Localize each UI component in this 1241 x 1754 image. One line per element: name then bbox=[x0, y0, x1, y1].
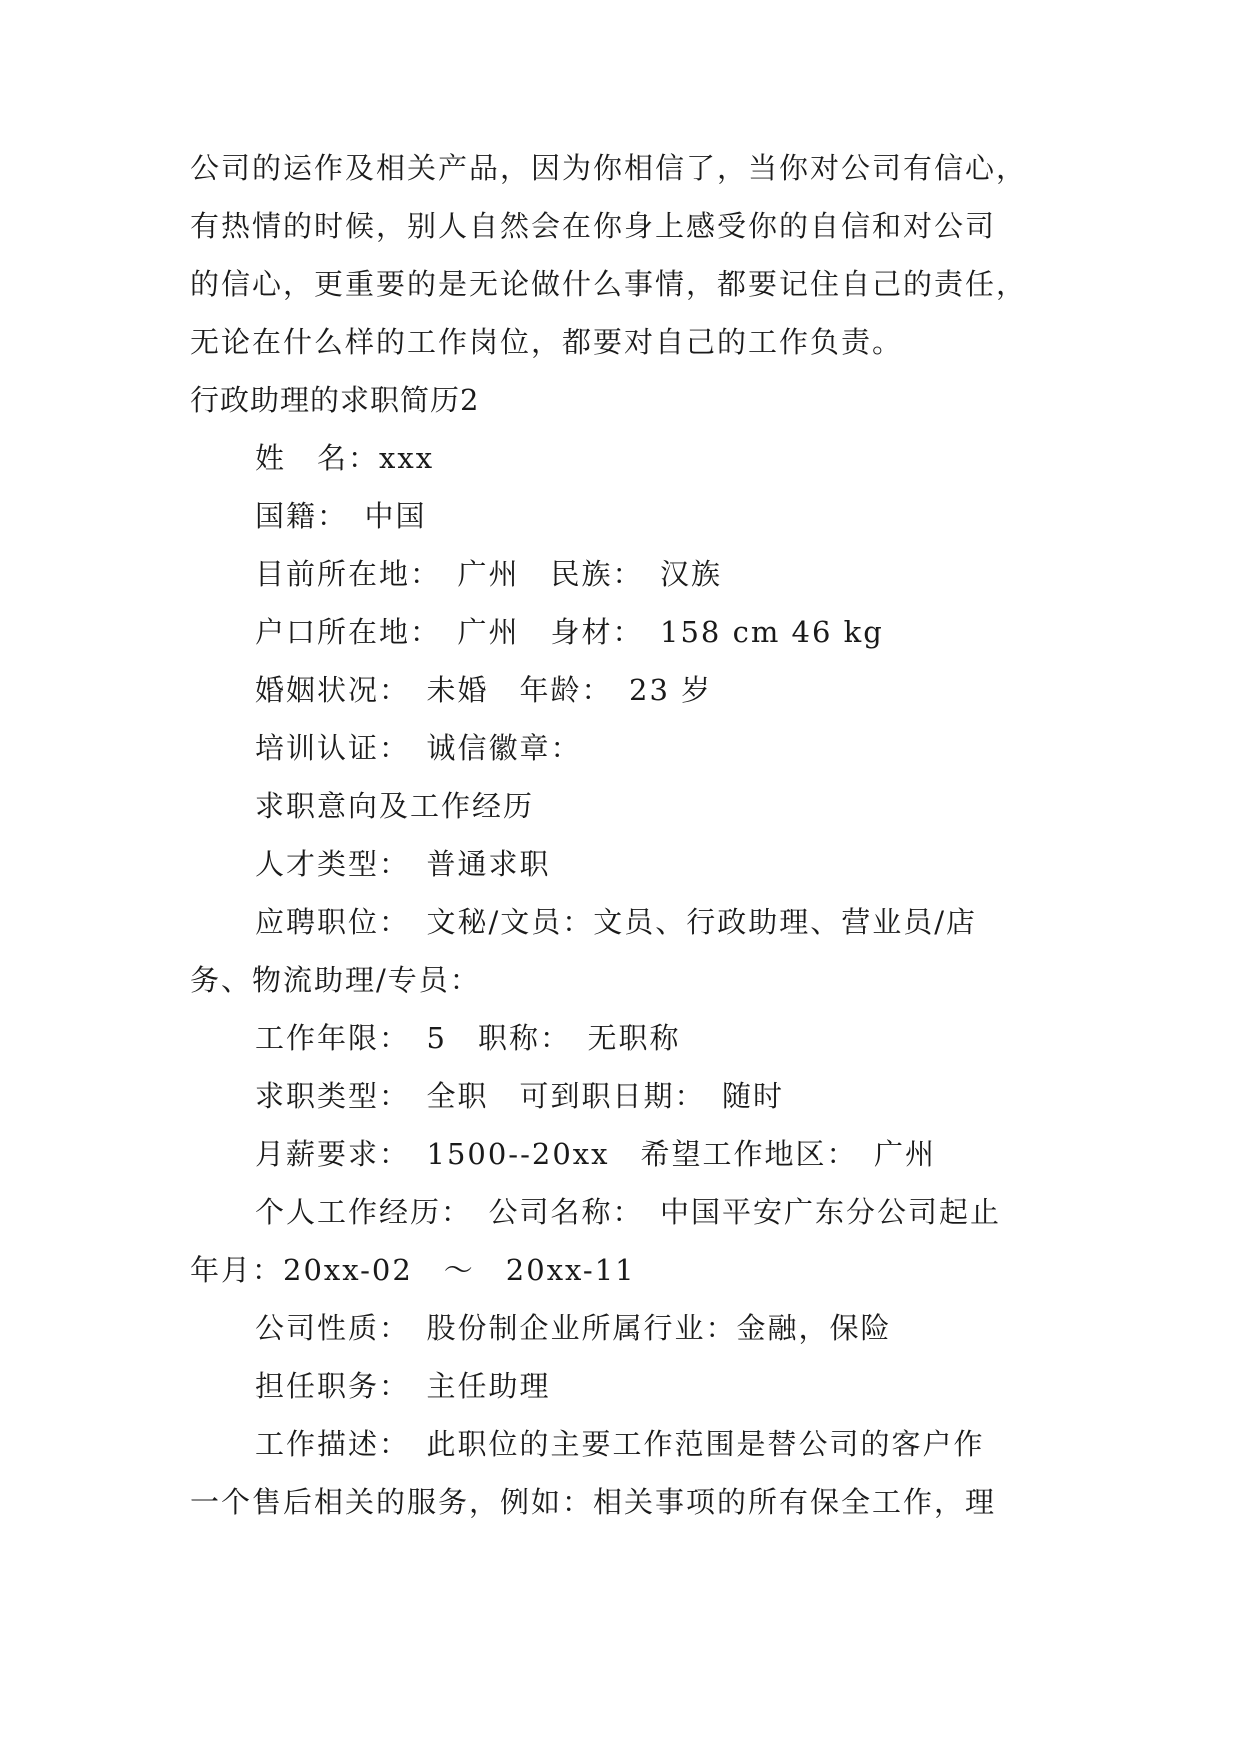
section-title: 行政助理的求职简历2 bbox=[190, 383, 480, 417]
field-experience: 个人工作经历： 公司名称： 中国平安广东分公司起止 bbox=[255, 1195, 1002, 1229]
paragraph-line: 的信心，更重要的是无论做什么事情，都要记住自己的责任， bbox=[190, 267, 1028, 301]
field-role: 担任职务： 主任助理 bbox=[255, 1369, 551, 1403]
field-experience-continued: 年月：20xx-02 ～ 20xx-11 bbox=[190, 1253, 636, 1287]
field-salary: 月薪要求： 1500--20xx 希望工作地区： 广州 bbox=[255, 1137, 937, 1171]
field-job-type: 求职类型： 全职 可到职日期： 随时 bbox=[255, 1079, 785, 1113]
field-description-continued: 一个售后相关的服务，例如：相关事项的所有保全工作，理 bbox=[190, 1485, 997, 1519]
field-talent-type: 人才类型： 普通求职 bbox=[255, 847, 551, 881]
field-location-ethnicity: 目前所在地： 广州 民族： 汉族 bbox=[255, 557, 723, 591]
field-company-nature: 公司性质： 股份制企业所属行业：金融，保险 bbox=[255, 1311, 892, 1345]
field-marital-age: 婚姻状况： 未婚 年龄： 23 岁 bbox=[255, 673, 713, 707]
field-nationality: 国籍： 中国 bbox=[255, 499, 427, 533]
field-name: 姓 名：xxx bbox=[255, 441, 435, 475]
paragraph-line: 公司的运作及相关产品，因为你相信了，当你对公司有信心， bbox=[190, 151, 1028, 185]
field-position-continued: 务、物流助理/专员： bbox=[190, 963, 481, 997]
field-hukou-physique: 户口所在地： 广州 身材： 158 cm 46 kg bbox=[255, 615, 884, 649]
paragraph-line: 有热情的时候，别人自然会在你身上感受你的自信和对公司 bbox=[190, 209, 997, 243]
paragraph-line: 无论在什么样的工作岗位，都要对自己的工作负责。 bbox=[190, 325, 904, 359]
field-work-years: 工作年限： 5 职称： 无职称 bbox=[255, 1021, 681, 1055]
field-position: 应聘职位： 文秘/文员：文员、行政助理、营业员/店 bbox=[255, 905, 978, 939]
field-description: 工作描述： 此职位的主要工作范围是替公司的客户作 bbox=[255, 1427, 985, 1461]
field-certification: 培训认证： 诚信徽章： bbox=[255, 731, 582, 765]
subsection-title: 求职意向及工作经历 bbox=[255, 789, 535, 823]
